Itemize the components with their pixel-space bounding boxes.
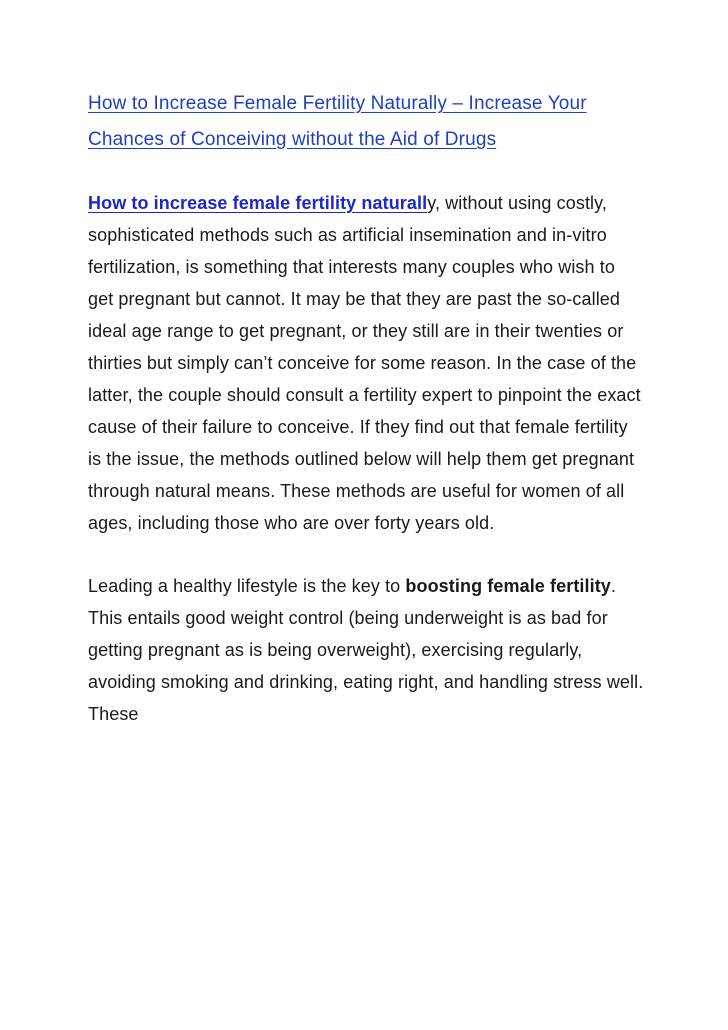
fertility-keyword-link[interactable]: How to increase female fertility naturall: [88, 193, 428, 213]
lifestyle-text-after: . This entails good weight control (being underweight is as bad for getting pregnant as is being overweight), exercising regularly, avoiding smoking and drinking, eating right, and handling stress well. These: [88, 576, 644, 724]
intro-paragraph-text: y, without using costly, sophisticated methods such as artificial insemination and in-vitro fertilization, is something that interests many couples who wish to get pregnant but cannot. It may be that they are past the so-called ideal age range to get pregnant, or they still are in their twenties or thirties but simply can’t conceive for some reason. In the case of the latter, the couple should consult a fertility expert to pinpoint the exact cause of their failure to conceive. If they find out that female fertility is the issue, the methods outlined below will help them get pregnant through natural means. These methods are useful for women of all ages, including those who are over forty years old.: [88, 193, 641, 533]
intro-paragraph: [88, 187, 644, 539]
lifestyle-text-before: Leading a healthy lifestyle is the key to: [88, 576, 406, 596]
bold-keyword: boosting female fertility: [405, 576, 611, 596]
article-title-link[interactable]: How to Increase Female Fertility Naturally – Increase Your Chances of Conceiving without the Aid of Drugs: [88, 93, 587, 150]
document-page: [88, 86, 644, 730]
lifestyle-paragraph: [88, 570, 644, 730]
